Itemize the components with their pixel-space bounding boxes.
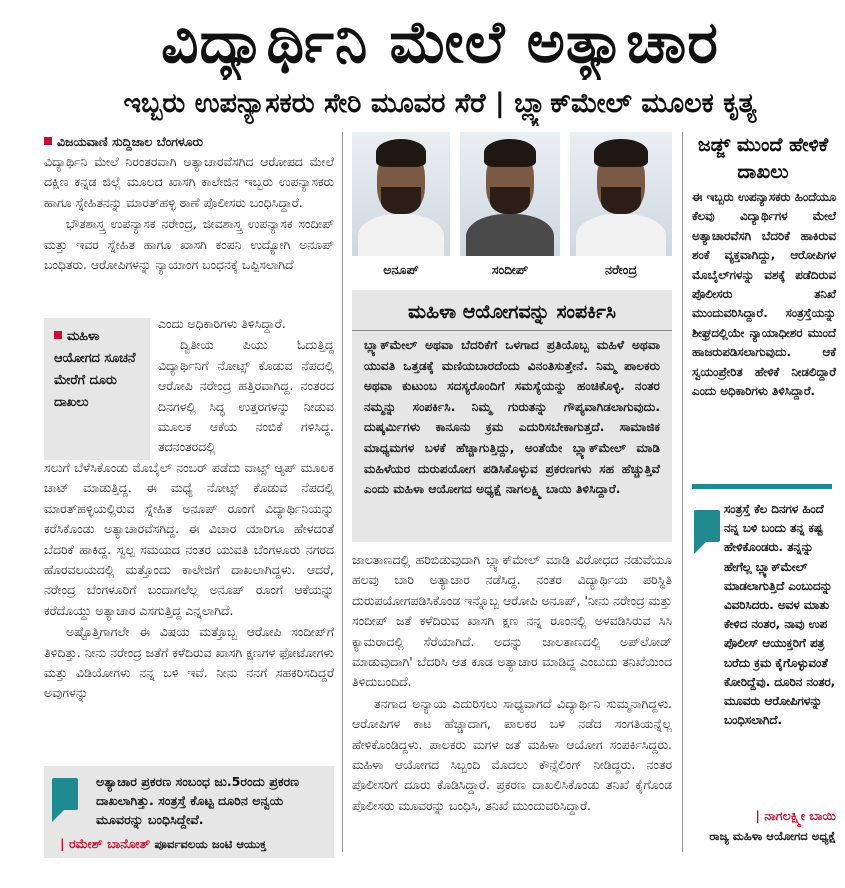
- photo-beard: [381, 187, 420, 214]
- sidebar-text: [692, 188, 836, 476]
- sidebar-title: ಜಡ್ಜ್ ಮುಂದೆ ಹೇಳಿಕೆ ದಾಖಲು: [697, 134, 829, 183]
- info-box-title: ಮಹಿಳಾ ಆಯೋಗವನ್ನು ಸಂಪರ್ಕಿಸಿ: [408, 301, 616, 323]
- column-divider: [342, 132, 343, 852]
- subheadline: ಇಬ್ಬರು ಉಪನ್ಯಾಸಕರು ಸೇರಿ ಮೂವರ ಸೆರೆ | ಬ್ಲ್ಯಾಕ್‌ಮೇಲ್ ಮೂಲಕ ಕೃತ್ಯ: [123, 88, 757, 119]
- article-paragraph: ಭೌತಶಾಸ್ತ್ರ ಉಪನ್ಯಾಸಕ ನರೇಂದ್ರ, ಜೀವಶಾಸ್ತ್ರ ಉಪನ್ಯಾಸಕ ಸಂದೀಪ್ ಮತ್ತು ಇವರ ಸ್ನೇಹಿತ ಹಾಗೂ ಖಾಸಗಿ ಕಂಪನಿ ಉದ್ಯೋಗಿ ಅನೂಪ್ ಬಂಧಿತರು. ಆರೋಪಿಗಳನ್ನು ನ್ಯಾಯಾಂಗ ಬಂಧನಕ್ಕೆ ಒಪ್ಪಿಸಲಾಗಿದೆ: [44, 216, 334, 273]
- column-divider: [682, 132, 683, 852]
- article-column-1-bottom: [44, 458, 334, 762]
- quote-text-2: ಸಂತ್ರಸ್ತೆ ಕೆಲ ದಿನಗಳ ಹಿಂದೆ ನನ್ನ ಬಳಿ ಬಂದು ತನ್ನ ಕಷ್ಟ ಹೇಳಿಕೊಂಡರು. ತನ್ನನ್ನು ಹೇಗೆಲ್ಲ ಬ್ಲ್ಯಾಕ್‌ಮೇಲ್ ಮಾಡಲಾಗುತ್ತಿದೆ ಎಂಬುದನ್ನು ವಿವರಿಸಿದರು. ಅವಳ ಮಾತು ಕೇಳಿದ ನಂತರ, ನಾವು ಉಪ ಪೊಲೀಸ್ ಆಯುಕ್ತರಿಗೆ ಪತ್ರ ಬರೆದು ಕ್ರಮ ಕೈಗೊಳ್ಳುವಂತೆ ಕೋರಿದ್ದೆವು. ದೂರಿನ ನಂತರ, ಮೂವರು ಆರೋಪಿಗಳನ್ನು ಬಂಧಿಸಲಾಗಿದೆ.: [724, 502, 836, 728]
- info-box-body: ಬ್ಲ್ಯಾಕ್‌ಮೇಲ್ ಅಥವಾ ಬೆದರಿಕೆಗೆ ಒಳಗಾದ ಪ್ರತಿಯೊಬ್ಬ ಮಹಿಳೆ ಅಥವಾ ಯುವತಿ ಒತ್ತಡಕ್ಕೆ ಮಣಿಯಬಾರದೆಂದು ವಿನಂತಿಸುತ್ತೇನೆ. ನಿಮ್ಮ ಪಾಲಕರು ಅಥವಾ ಕುಟುಂಬ ಸದಸ್ಯರೊಂದಿಗೆ ಸಮಸ್ಯೆಯನ್ನು ಹಂಚಿಕೊಳ್ಳಿ. ನಂತರ ನಮ್ಮನ್ನು ಸಂಪರ್ಕಿಸಿ. ನಿಮ್ಮ ಗುರುತನ್ನು ಗೌಪ್ಯವಾಗಿಡಲಾಗುವುದು. ದುಷ್ಕರ್ಮಿಗಳು ಕಾನೂನು ಕ್ರಮ ಎದುರಿಸಬೇಕಾಗುತ್ತದೆ. ಸಾಮಾಜಿಕ ಮಾಧ್ಯಮಗಳ ಬಳಕೆ ಹೆಚ್ಚಾಗುತ್ತಿದ್ದು, ಅಂತೆಯೇ ಬ್ಲ್ಯಾಕ್‌ಮೇಲ್ ಮಾಡಿ ಮಹಿಳೆಯರ ದುರುಪಯೋಗ ಪಡಿಸಿಕೊಳ್ಳುವ ಪ್ರಕರಣಗಳು ಸಹ ಹೆಚ್ಚುತ್ತಿವೆ ಎಂದು ಮಹಿಳಾ ಆಯೋಗದ ಅಧ್ಯಕ್ಷೆ ನಾಗಲಕ್ಷ್ಮಿ ಬಾಯಿ ತಿಳಿಸಿದ್ದಾರೆ.: [364, 338, 660, 497]
- article-paragraph: ದ್ವಿತೀಯ ಪಿಯು ಓದುತ್ತಿದ್ದ ವಿದ್ಯಾರ್ಥಿನಿಗೆ ನೋಟ್ಸ್ ಕೊಡುವ ನೆಪದಲ್ಲಿ ಆರೋಪಿ ನರೇಂದ್ರ ಹತ್ತಿರವಾಗಿದ್ದ. ನಂತರದ ದಿನಗಳಲ್ಲಿ ಸಿದ್ಧ ಉತ್ತರಗಳನ್ನು ನೀಡುವ ಮೂಲಕ ಆಕೆಯ ನಂಬಿಕೆ ಗಳಿಸಿದ್ದ. ತದನಂತರದಲ್ಲಿ: [158, 337, 334, 455]
- photo-hair: [484, 139, 536, 166]
- photo-beard: [490, 187, 530, 214]
- byline: [44, 132, 334, 152]
- article-paragraph: ಸಲುಗೆ ಬೆಳೆಸಿಕೊಂಡು ಮೊಬೈಲ್ ನಂಬರ್ ಪಡೆದು ವಾಟ್ಸ್ ಆ್ಯಪ್ ಮೂಲಕ ಚಾಟ್ ಮಾಡುತ್ತಿದ್ದ. ಈ ಮಧ್ಯೆ ನೋಟ್ಸ್ ಕೊಡುವ ನೆಪದಲ್ಲಿ ಮಾರತ್‌ಹಳ್ಳಿಯಲ್ಲಿರುವ ಸ್ನೇಹಿತ ಅನೂಪ್ ರೂಂಗೆ ವಿದ್ಯಾರ್ಥಿನಿಯನ್ನು ಕರೆಸಿಕೊಂಡು ಅತ್ಯಾಚಾರವೆಸಗಿದ್ದ. ಈ ವಿಚಾರ ಯಾರಿಗೂ ಹೇಳದಂತೆ ಬೆದರಿಕೆ ಹಾಕಿದ್ದ. ಸ್ವಲ್ಪ ಸಮಯದ ನಂತರ ಯುವತಿ ಬೆಂಗಳೂರು ನಗರದ ಹೊರವಲಯದಲ್ಲಿ ಮತ್ತೊಂದು ಕಾಲೇಜಿಗೆ ದಾಖಲಾಗಿದ್ದಳು. ಆದರೆ, ನರೇಂದ್ರ ಬೆಂಗಳೂರಿಗೆ ಬಂದಾಗಲೆಲ್ಲ ಅನೂಪ್ ರೂಂಗೆ ಆಕೆಯನ್ನು ಕರೆದೊಯ್ದು ಅತ್ಯಾಚಾರ ಎಸಗುತ್ತಿದ್ದ ಎನ್ನಲಾಗಿದೆ.: [44, 460, 334, 618]
- quote-icon: [694, 510, 720, 556]
- photo-caption: ನರೇಂದ್ರ: [604, 262, 638, 277]
- photo-shirt: [466, 214, 554, 256]
- quote-text-1: ಅತ್ಯಾಚಾರ ಪ್ರಕರಣ ಸಂಬಂಧ ಜು.5ರಂದು ಪ್ರಕರಣ ದಾಖಲಾಗಿತ್ತು. ಸಂತ್ರಸ್ತೆ ಕೊಟ್ಟ ದೂರಿನ ಅನ್ವಯ ಮೂವರನ್ನು ಬಂಧಿಸಿದ್ದೇವೆ.: [96, 774, 300, 827]
- headline: ವಿದ್ಯಾರ್ಥಿನಿ ಮೇಲೆ ಅತ್ಯಾಚಾರ: [161, 8, 719, 76]
- photo-hair: [594, 139, 647, 166]
- article-paragraph: ವಿದ್ಯಾರ್ಥಿನಿ ಮೇಲೆ ನಿರಂತರವಾಗಿ ಅತ್ಯಾಚಾರವೆಸಗಿದ ಆರೋಪದ ಮೇಲೆ ದಕ್ಷಿಣ ಕನ್ನಡ ಜಿಲ್ಲೆ ಮೂಲದ ಖಾಸಗಿ ಕಾಲೇಜಿನ ಇಬ್ಬರು ಉಪನ್ಯಾಸಕರು ಹಾಗೂ ಸ್ನೇಹಿತನನ್ನು ಮಾರತ್‌ಹಳ್ಳಿ ಠಾಣೆ ಪೊಲೀಸರು ಬಂಧಿಸಿದ್ದಾರೆ.: [44, 154, 334, 210]
- sidebar-paragraph: ಈ ಇಬ್ಬರು ಉಪನ್ಯಾಸಕರು ಹಿಂದೆಯೂ ಕೆಲವು ವಿದ್ಯಾರ್ಥಿಗಳ ಮೇಲೆ ಅತ್ಯಾಚಾರವೆಸಗಿ ಬೆದರಿಕೆ ಹಾಕಿರುವ ಶಂಕೆ ವ್ಯಕ್ತವಾಗಿದ್ದು, ಆರೋಪಿಗಳ ಮೊಬೈಲ್‌ಗಳನ್ನು ವಶಕ್ಕೆ ಪಡೆದಿರುವ ಪೊಲೀಸರು ತನಿಖೆ ಮುಂದುವರಿಸಿದ್ದಾರೆ. ಸಂತ್ರಸ್ತೆಯನ್ನು ಶೀಘ್ರದಲ್ಲಿಯೇ ನ್ಯಾಯಾಧೀಶರ ಮುಂದೆ ಹಾಜರುಪಡಿಸಲಾಗುವುದು. ಆಕೆ ಸ್ವಯಂಪ್ರೇರಿತ ಹೇಳಿಕೆ ನೀಡಲಿದ್ದಾರೆ ಎಂದು ಅಧಿಕಾರಿಗಳು ತಿಳಿಸಿದ್ದಾರೆ.: [692, 190, 836, 399]
- photo-hair: [376, 139, 427, 166]
- attribution-role: ರಾಜ್ಯ ಮಹಿಳಾ ಆಯೋಗದ ಅಧ್ಯಕ್ಷೆ: [709, 829, 836, 843]
- photo-sandeep: [460, 132, 560, 256]
- info-box: [352, 290, 672, 542]
- attribution-name: | ರಮೇಶ್ ಬಾನೋತ್: [60, 836, 151, 851]
- photo-caption: ಸಂದೀಪ್: [491, 262, 529, 277]
- article-column-1-continued: [158, 314, 334, 456]
- red-square-icon: [44, 137, 52, 145]
- photo-shirt: [576, 214, 666, 256]
- quote-icon: [52, 778, 78, 824]
- photo-shirt: [358, 214, 444, 256]
- photo-anoop: [352, 132, 450, 256]
- attribution-role: ಪೂರ್ವವಲಯ ಜಂಟಿ ಆಯುಕ್ತ: [154, 837, 267, 851]
- article-paragraph: ಜಾಲತಾಣದಲ್ಲಿ ಹರಿಬಿಡುವುದಾಗಿ ಬ್ಲ್ಯಾಕ್‌ಮೇಲ್ ಮಾಡಿ ವಿರೋಧದ ನಡುವೆಯೂ ಹಲವು ಬಾರಿ ಅತ್ಯಾಚಾರ ನಡೆಸಿದ್ದ. ನಂತರ ವಿದ್ಯಾರ್ಥಿಯ ಪರಿಸ್ಥಿತಿ ದುರುಪಯೋಗಪಡಿಸಿಕೊಂಡ ಇನ್ನೊಬ್ಬ ಆರೋಪಿ ಅನೂಪ್, 'ನೀನು ನರೇಂದ್ರ ಮತ್ತು ಸಂದೀಪ್ ಜತೆ ಕಳೆದಿರುವ ಖಾಸಗಿ ಕ್ಷಣ ನನ್ನ ರೂಂನಲ್ಲಿ ಅಳವಡಿಸಿರುವ ಸಿಸಿ ಕ್ಯಾಮರಾದಲ್ಲಿ ಸೆರೆಯಾಗಿದೆ. ಅದನ್ನು ಜಾಲತಾಣದಲ್ಲಿ ಅಪ್‌ಲೋಡ್ ಮಾಡುವುದಾಗಿ' ಬೆದರಿಸಿ ಆತ ಕೂಡ ಅತ್ಯಾಚಾರ ಮಾಡಿದ್ದ ಎಂಬುದು ತನಿಖೆಯಿಂದ ತಿಳಿದುಬಂದಿದೆ.: [352, 552, 672, 690]
- photo-caption: ಅನೂಪ್: [383, 262, 419, 277]
- quote-attribution-2: [692, 806, 836, 846]
- article-paragraph: ಎಂದು ಅಧಿಕಾರಿಗಳು ತಿಳಿಸಿದ್ದಾರೆ.: [158, 316, 286, 331]
- article-paragraph: ಅಷ್ಟೊತ್ತಿಗಾಗಲೇ ಈ ವಿಷಯ ಮತ್ತೊಬ್ಬ ಆರೋಪಿ ಸಂದೀಪ್‌ಗೆ ತಿಳಿದಿತ್ತು. ನೀನು ನರೇಂದ್ರ ಜತೆಗೆ ಕಳೆದಿರುವ ಖಾಸಗಿ ಕ್ಷಣಗಳ ಫೋಟೋಗಳು ಮತ್ತು ವಿಡಿಯೋಗಳು ನನ್ನ ಬಳಿ ಇವೆ. ನೀನು ನನಗೆ ಸಹಕರಿಸದಿದ್ದರೆ ಅವುಗಳನ್ನು: [44, 624, 334, 701]
- article-paragraph: ತನಗಾದ ಅನ್ಯಾಯ ಎದುರಿಸಲು ಸಾಧ್ಯವಾಗದೆ ವಿದ್ಯಾರ್ಥಿನಿ ಸುಮ್ಮನಾಗಿದ್ದಳು. ಆರೋಪಿಗಳ ಕಾಟ ಹೆಚ್ಚಾದಾಗ, ಪಾಲಕರ ಬಳಿ ನಡೆದ ಸಂಗತಿಯನ್ನೆಲ್ಲ ಹೇಳಿಕೊಂಡಿದ್ದಳು. ಪಾಲಕರು ಮಗಳ ಜತೆ ಮಹಿಳಾ ಆಯೋಗ ಸಂಪರ್ಕಿಸಿದ್ದರು. ಮಹಿಳಾ ಆಯೋಗದ ಸಿಬ್ಬಂದಿ ಮೊದಲು ಕೌನ್ಸೆಲಿಂಗ್ ನೀಡಿದ್ದರು. ನಂತರ ಪೊಲೀಸರಿಗೆ ದೂರು ಕೊಡಿಸಿದ್ದಾರೆ. ಪ್ರಕರಣ ದಾಖಲಿಸಿಕೊಂಡು ತನಿಖೆ ಕೈಗೊಂಡ ಪೊಲೀಸರು ಮೂವರನ್ನು ಬಂಧಿಸಿ, ತನಿಖೆ ಮುಂದುವರಿಸಿದ್ದಾರೆ.: [352, 695, 672, 813]
- info-box-divider: [352, 330, 672, 331]
- photo-beard: [601, 187, 642, 214]
- sidebar-teal-rule: [692, 484, 832, 489]
- quote-attribution-1: [60, 834, 330, 854]
- callout-box: [44, 318, 150, 460]
- byline-text: ವಿಜಯವಾಣಿ ಸುದ್ದಿಜಾಲ ಬೆಂಗಳೂರು: [57, 134, 203, 149]
- red-square-icon: [54, 331, 62, 339]
- attribution-name: | ನಾಗಲಕ್ಷ್ಮೀ ಬಾಯಿ: [755, 808, 836, 823]
- photo-narendra: [570, 132, 672, 256]
- callout-text: ಮಹಿಳಾ ಆಯೋಗದ ಸೂಚನೆ ಮೇರೆಗೆ ದೂರು ದಾಖಲು: [54, 329, 136, 410]
- article-column-2: [352, 550, 672, 854]
